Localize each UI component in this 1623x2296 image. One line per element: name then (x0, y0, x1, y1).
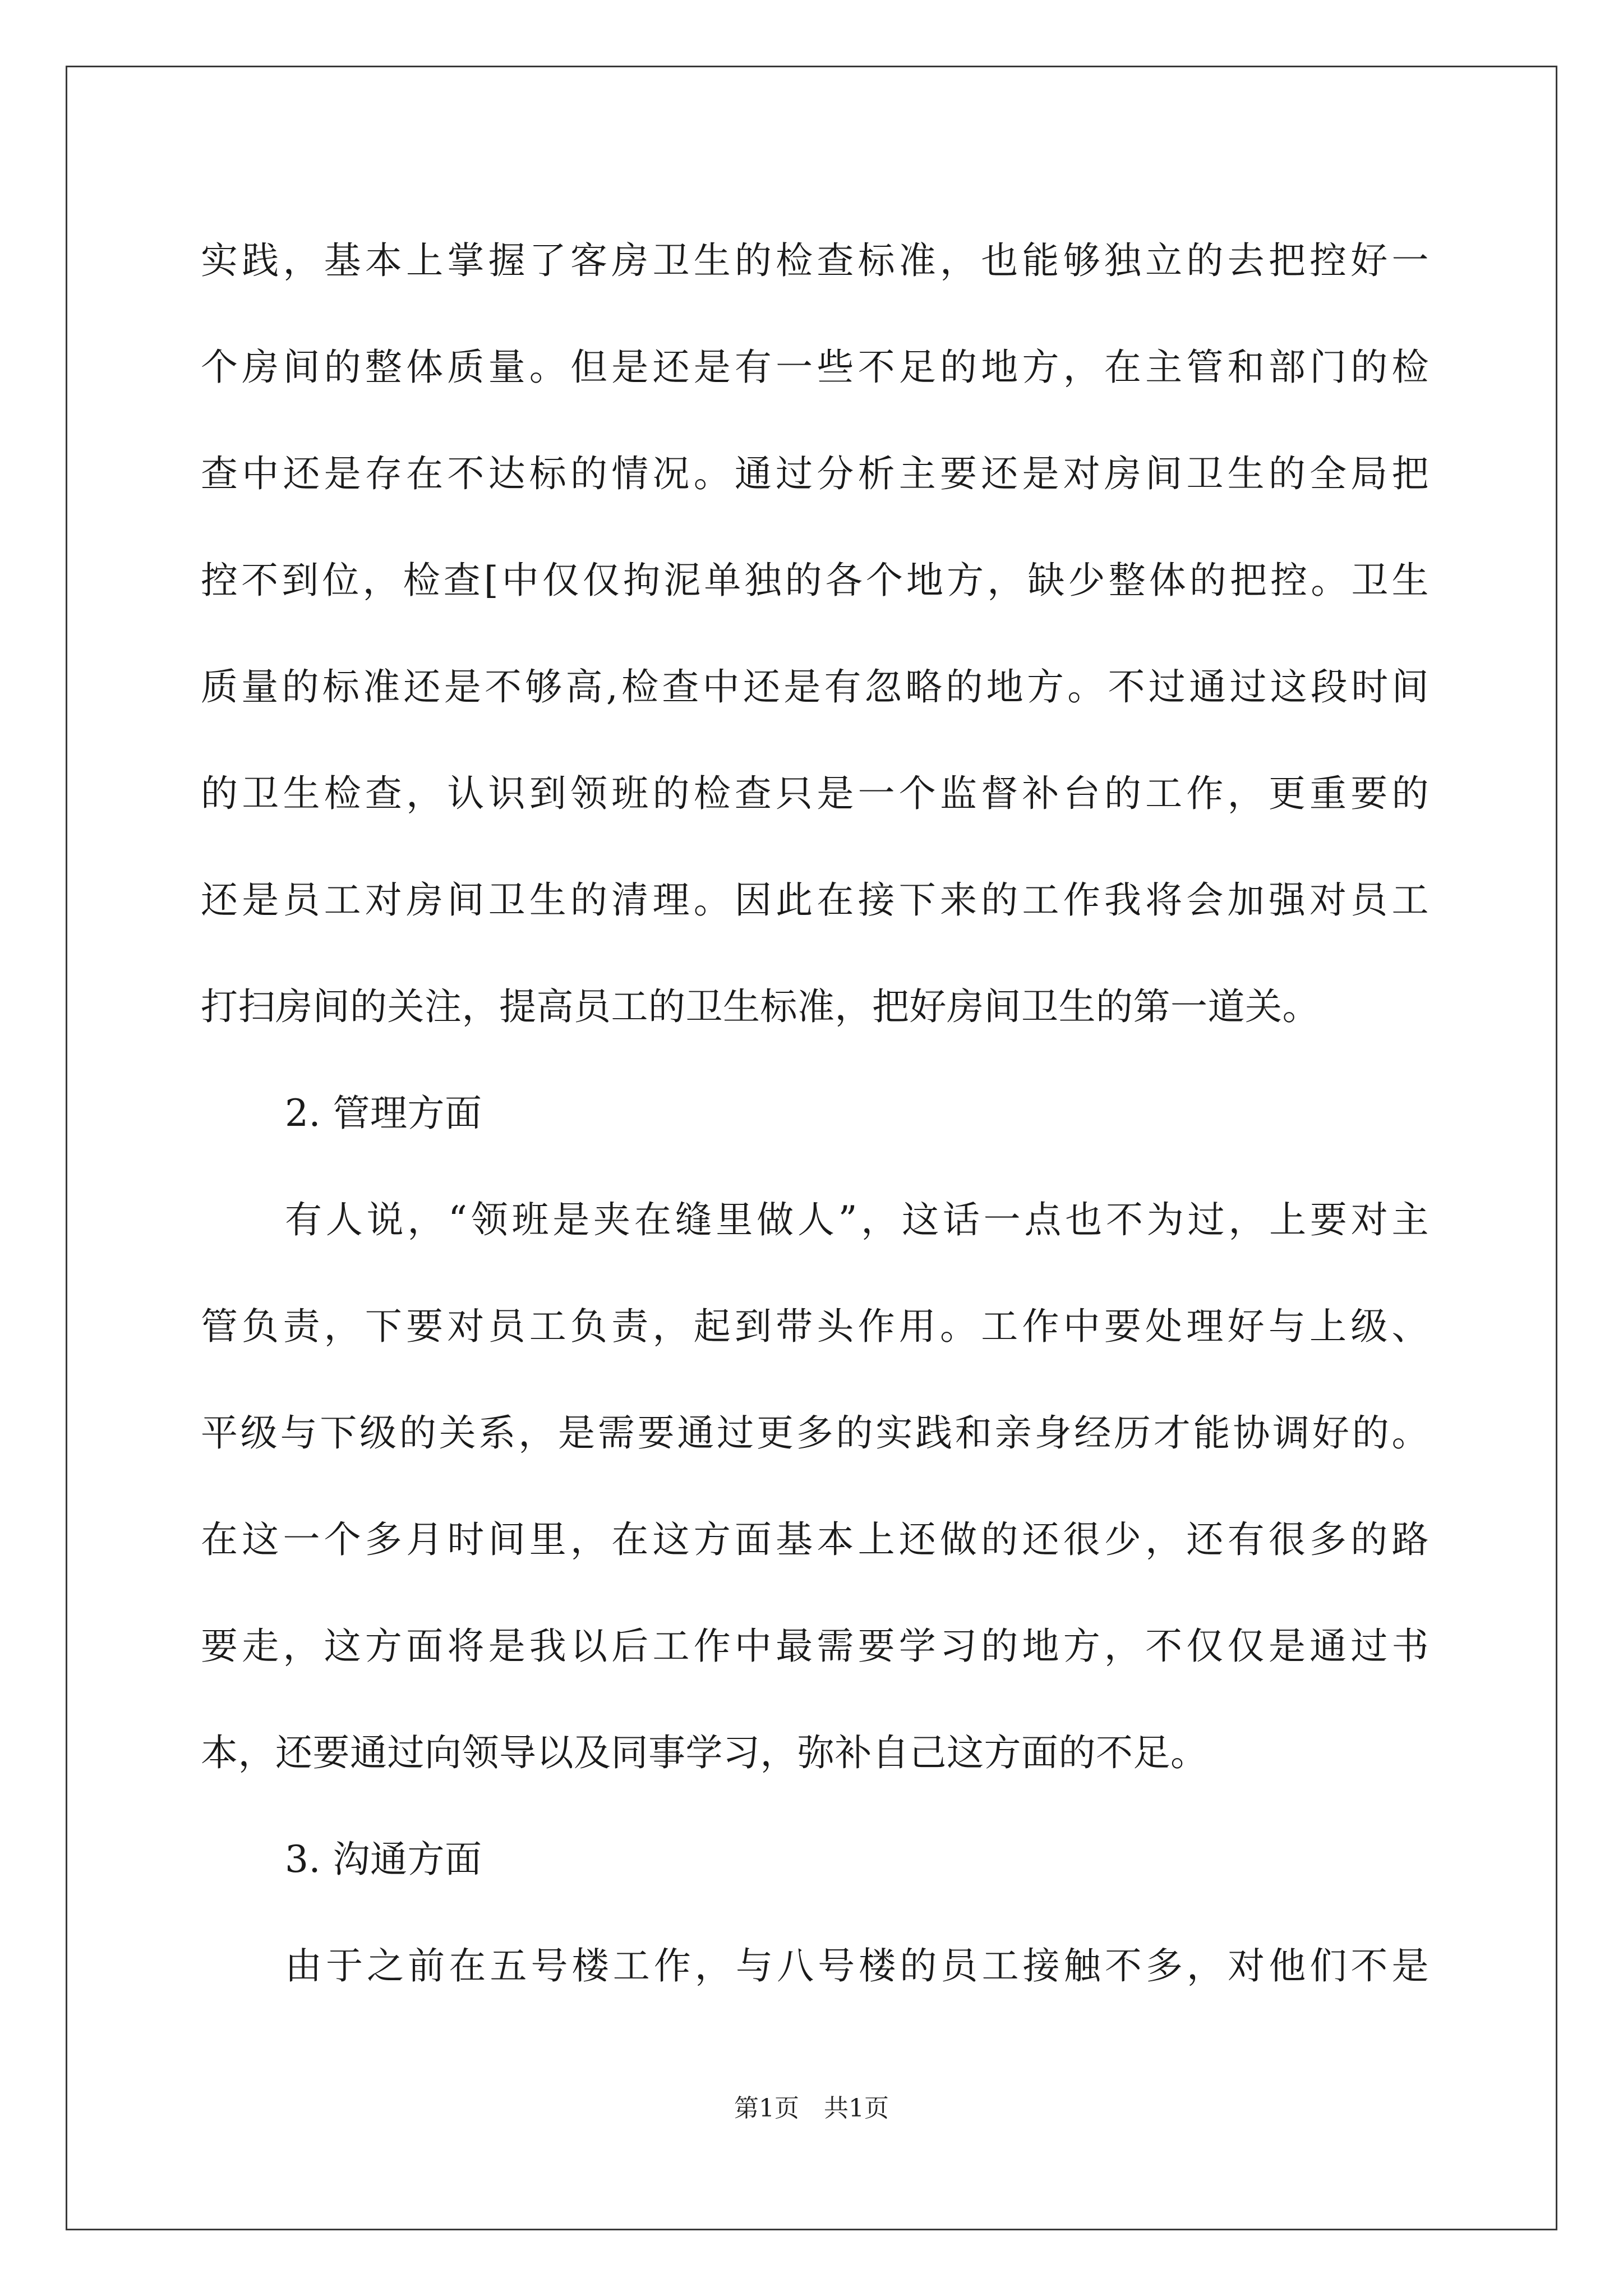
text-line-11: 管负责，下要对员工负责，起到带头作用。工作中要处理好与上级、 (201, 1305, 1429, 1348)
document-body (201, 208, 1429, 2019)
page-number-footer: 第1页 共1页 (734, 2094, 889, 2123)
text-line-12: 平级与下级的关系，是需要通过更多的实践和亲身经历才能协调好的。 (201, 1411, 1429, 1455)
text-line-10: 有人说，“领班是夹在缝里做人”，这话一点也不为过，上要对主 (285, 1198, 1429, 1241)
text-line-1: 实践，基本上掌握了客房卫生的检查标准，也能够独立的去把控好一 (201, 239, 1429, 282)
text-line-13: 在这一个多月时间里，在这方面基本上还做的还很少，还有很多的路 (201, 1518, 1429, 1561)
text-line-14: 要走，这方面将是我以后工作中最需要学习的地方，不仅仅是通过书 (201, 1625, 1429, 1668)
text-line-15: 本，还要通过向领导以及同事学习，弥补自己这方面的不足。 (201, 1731, 1208, 1774)
text-line-2: 个房间的整体质量。但是还是有一些不足的地方，在主管和部门的检 (201, 346, 1429, 389)
text-line-8: 打扫房间的关注，提高员工的卫生标准，把好房间卫生的第一道关。 (201, 985, 1320, 1028)
text-line-4: 控不到位，检查[中仅仅拘泥单独的各个地方，缺少整体的把控。卫生 (201, 559, 1429, 602)
text-line-7: 还是员工对房间卫生的清理。因此在接下来的工作我将会加强对员工 (201, 878, 1429, 922)
text-line-6: 的卫生检查，认识到领班的检查只是一个监督补台的工作，更重要的 (201, 772, 1429, 815)
text-line-5: 质量的标准还是不够高,检查中还是有忽略的地方。不过通过这段时间 (201, 665, 1429, 708)
text-line-3: 查中还是存在不达标的情况。通过分析主要还是对房间卫生的全局把 (201, 452, 1429, 495)
section-heading-management: 2. 管理方面 (285, 1092, 482, 1135)
section-heading-communication: 3. 沟通方面 (285, 1838, 482, 1881)
text-line-17: 由于之前在五号楼工作，与八号楼的员工接触不多，对他们不是 (285, 1944, 1429, 1987)
